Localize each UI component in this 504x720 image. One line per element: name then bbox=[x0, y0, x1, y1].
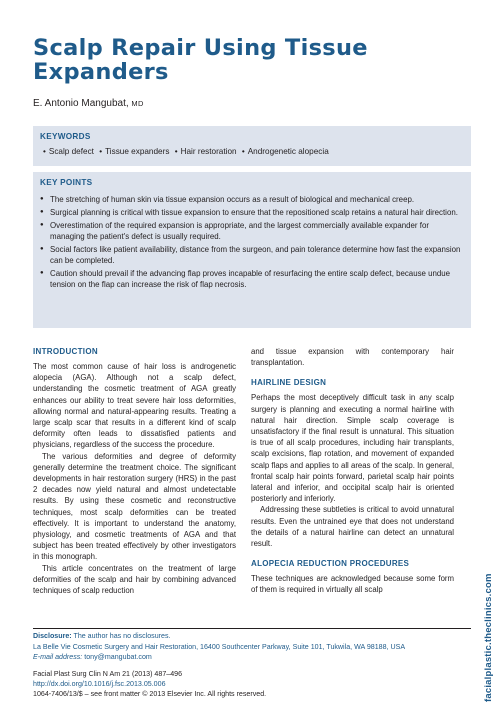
introduction-paragraph: This article concentrates on the treatment of large deformities of the scalp and hair by combining advanced techniques of scalp reduction bbox=[33, 563, 236, 596]
article-title: Scalp Repair Using Tissue Expanders bbox=[33, 35, 368, 85]
introduction-paragraph: The various deformities and degree of deformity generally determine the treatment choice. The significant developments in hair restoration surgery (HRS) in the past 2 decades now yield natural and almost undetectable results. By using these cosmetic and reconstructive techniques, most scalp deformities can be treated effectively. It is important to understand the anatomy, physiology, and cosmetic treatments of AGA and that subject has been treated effectively by other investigators in this monograph. bbox=[33, 451, 236, 562]
keyword-item: Androgenetic alopecia bbox=[247, 147, 329, 156]
author-address: La Belle Vie Cosmetic Surgery and Hair Restoration, 16400 Southcenter Parkway, Suite 101, Tukwila, WA 98188, USA bbox=[33, 643, 406, 651]
key-point-item: ● Surgical planning is critical with tissue expansion to ensure that the repositioned scalp retains a natural hair direction. bbox=[40, 207, 463, 218]
key-points-list bbox=[40, 194, 463, 292]
key-points-heading: KEY POINTS bbox=[40, 178, 93, 187]
left-column bbox=[33, 346, 236, 596]
hairline-paragraph: Addressing these subtleties is critical to avoid unnatural results. Even the untrained eye that does not understand the details of a natural hairline can detect an unnatural result. bbox=[251, 505, 454, 549]
footer-divider bbox=[33, 628, 471, 629]
disclosure-line bbox=[33, 632, 171, 642]
copyright-line: 1064-7406/13/$ – see front matter © 2013 Elsevier Inc. All rights reserved. bbox=[33, 690, 267, 698]
bullet-icon: • bbox=[174, 147, 178, 156]
bullet-icon: • bbox=[99, 147, 103, 156]
disclosure-label: Disclosure: bbox=[33, 632, 72, 640]
journal-side-url[interactable]: facialplastic.theclinics.com bbox=[483, 573, 494, 702]
doi-link[interactable]: http://dx.doi.org/10.1016/j.fsc.2013.05.006 bbox=[33, 680, 166, 688]
keyword-item: Hair restoration bbox=[180, 147, 237, 156]
email-link[interactable]: tony@mangubat.com bbox=[84, 653, 152, 661]
introduction-heading: INTRODUCTION bbox=[33, 347, 98, 356]
alopecia-paragraph: These techniques are acknowledged because some form of them is required in virtually all scalp bbox=[251, 574, 454, 595]
alopecia-heading: ALOPECIA REDUCTION PROCEDURES bbox=[251, 559, 410, 569]
bullet-icon: • bbox=[43, 147, 46, 156]
keywords-list bbox=[40, 147, 329, 156]
hairline-heading: HAIRLINE DESIGN bbox=[251, 378, 327, 388]
email-label: E-mail address: bbox=[33, 653, 83, 661]
bullet-icon: • bbox=[241, 147, 245, 156]
keywords-heading: KEYWORDS bbox=[40, 132, 91, 141]
author-line bbox=[33, 98, 144, 109]
right-column bbox=[251, 346, 454, 596]
hairline-paragraph: Perhaps the most deceptively difficult task in any scalp surgery is planning and executing a normal hairline with natural hair direction. Simple scalp coverage is unsatisfactory if the final result is unnatural. This situation is true of all scalp procedures, including hair transplants, scalp excisions, flap rotation, and movement of expanded scalp flaps and applies to all areas of the scalp. In general, frontal scalp hair points forward, parietal scalp hair points lateral and inferior, and occipital scalp hair is oriented posteriorly and inferiorly. bbox=[251, 393, 454, 504]
key-points-box bbox=[33, 172, 471, 328]
key-point-item: ● Social factors like patient availability, distance from the surgeon, and pain tolerance determine how fast the expansion can be completed. bbox=[40, 244, 463, 266]
keyword-item: Scalp defect bbox=[48, 147, 94, 156]
journal-citation: Facial Plast Surg Clin N Am 21 (2013) 487–496 bbox=[33, 670, 183, 678]
key-point-item: ● The stretching of human skin via tissue expansion occurs as a result of biological and mechanical creep. bbox=[40, 194, 463, 205]
keywords-box bbox=[33, 126, 471, 166]
introduction-paragraph: The most common cause of hair loss is androgenetic alopecia (AGA). Although not a scalp defect, understanding the cosmetic treatment of AGA greatly enhances our ability to treat severe hair loss deformities, allowing normal and natural-appearing results. Treating a large scalp scar that results in a different kind of scalp deformity often leads to dissatisfied patients and physicians, regardless of the success the procedure. bbox=[33, 362, 236, 450]
key-point-item: ● Caution should prevail if the advancing flap proves incapable of resurfacing the entire scalp defect, because undue tension on the flap can increase the risk of flap necrosis. bbox=[40, 268, 463, 290]
email-line bbox=[33, 653, 152, 663]
author-name: E. Antonio Mangubat, bbox=[33, 98, 129, 109]
disclosure-text: The author has no disclosures. bbox=[73, 632, 171, 640]
keyword-item: Tissue expanders bbox=[105, 147, 170, 156]
introduction-continuation: and tissue expansion with contemporary hair transplantation. bbox=[251, 347, 454, 368]
key-point-item: ● Overestimation of the required expansion is appropriate, and the largest commercially available expander for managing the patient's defect is usually required. bbox=[40, 220, 463, 242]
author-degree: MD bbox=[131, 99, 144, 108]
